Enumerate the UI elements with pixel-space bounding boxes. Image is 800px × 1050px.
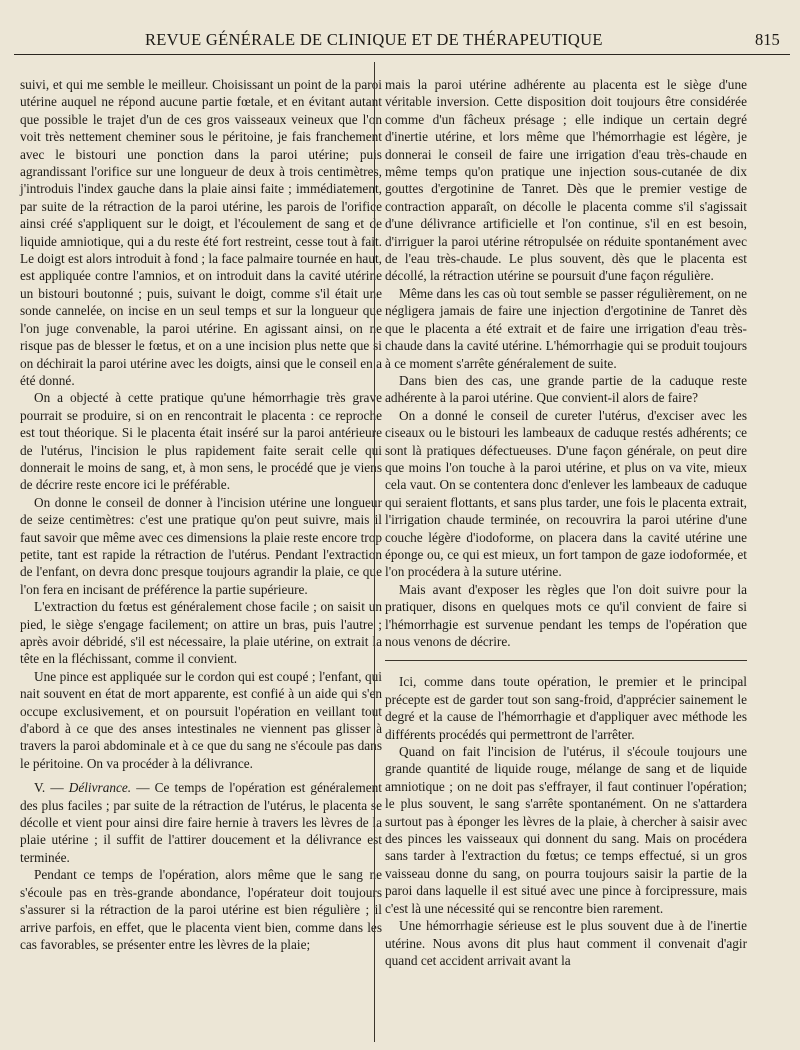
section-text: — Ce temps de l'opération est généralement des plus faciles ; par suite de la rétraction de l'utérus, le placenta se décolle et vient pour ainsi dire faire hernie à travers les lèvres de la plaie utérine ; il suffit de l'attirer doucement et la délivrance est terminée.	[20, 780, 382, 865]
paragraph: On a objecté à cette pratique qu'une hémorrhagie très grave pourrait se produire, si on en rencontrait le placenta : ce reproche est tout théorique. Si le placenta était inséré sur la paroi antérieure de l'utérus, l'incision le plus rapidement faite serait celle qui donnerait le moins de sang, et, à mon sens, le procédé que je viens de décrire reste encore ici le préférable.	[20, 390, 382, 493]
paragraph: Même dans les cas où tout semble se passer régulièrement, on ne négligera jamais de faire une injection d'ergotinine de Tanret dès que le placenta a été extrait et de faire une irrigation d'eau très-chaude dans la cavité utérine. L'hémorrhagie qui se produit toujours à ce moment s'arrête généralement de suite.	[385, 285, 747, 371]
paragraph: mais la paroi utérine adhérente au placenta est le siège d'une véritable inversion. Cette disposition doit toujours être considérée comme d'un fâcheux présage ; elle indique un certain degré d'inertie utérine, et lors même que l'hémorrhagie est légère, je donnerai le conseil de faire une irrigation d'eau très-chaude en même temps qu'on pratique une injection sous-cutanée de dix gouttes d'ergotinine de Tanret. Dès que le premier vestige de contraction apparaît, on décolle le placenta comme s'il s'agissait d'une délivrance artificielle et l'on continue, s'il en est besoin, d'irriguer la paroi utérine rétropulsée on réduite spontanément avec de l'eau très-chaude. Le plus souvent, dès que le placenta est décollé, la rétraction utérine se poursuit d'une façon régulière.	[385, 77, 747, 284]
paragraph: suivi, et qui me semble le meilleur. Choisissant un point de la paroi utérine auquel ne répond aucune partie fœtale, et en évitant autant que possible le trajet d'un de ces gros vaisseaux veineux que l'on voit très nettement cheminer sous le péritoine, je fais franchement avec le bistouri une ponction dans la paroi utérine; puis agrandissant l'orifice sur une longueur de deux à trois centimètres, j'introduis l'index gauche dans la plaie ainsi faite ; immédiatement, par suite de la rétraction de la paroi utérine, les parois de l'orifice ainsi créé s'appliquent sur le doigt, et l'écoulement de sang et de liquide amniotique, qui a du reste été fort restreint, cesse tout à fait. Le doigt est alors introduit à fond ; la face palmaire tournée en haut, est appliquée contre l'amnios, et on introduit dans la cavité utérine un bistouri boutonné ; puis, suivant le doigt, comme s'il était une sonde cannelée, on incise en un seul temps et sur la longueur que l'on juge convenable, la paroi utérine. En agissant ainsi, on ne risque pas de blesser le fœtus, et on a une incision plus nette que si on déchirait la paroi utérine avec les doigts, ainsi que le conseil en a été donné.	[20, 77, 382, 388]
right-column	[385, 76, 747, 969]
section-separator	[385, 660, 747, 661]
paragraph: Quand on fait l'incision de l'utérus, il s'écoule toujours une grande quantité de liquide rouge, mélange de sang et de liquide amniotique ; on ne doit pas s'effrayer, il faut continuer l'opération; le plus souvent, le sang s'arrête spontanément. On ne s'attardera surtout pas à éponger les lèvres de la plaie, à chercher à saisir avec des pinces les vaisseaux qui donnent du sang. Mais on procédera sans tarder à l'extraction du fœtus; ce temps effectué, si un gros vaisseau donne du sang, on pourra toujours saisir la partie de la paroi dans laquelle il est situé avec une pince à forcipressure, mais c'est là une nécessité qui se rencontre bien rarement.	[385, 744, 747, 916]
paragraph: On donne le conseil de donner à l'incision utérine une longueur de seize centimètres: c'est une pratique qu'on peut suivre, mais il faut savoir que même avec ces dimensions la plaie reste encore trop petite, tant est rapide la rétraction de l'utérus. Pendant l'extraction de l'enfant, on devra donc presque toujours agrandir la plaie, ce que l'on fera en incisant de préférence la partie supérieure.	[20, 494, 382, 597]
section-paragraph	[20, 779, 382, 866]
paragraph: On a donné le conseil de cureter l'utérus, d'exciser avec les ciseaux ou le bistouri les lambeaux de caduque restés adhérents; ce sont là pratiques défectueuses. D'une façon générale, on peut dire que moins l'on touche à la paroi utérine, et plus on va vite, mieux cela vaut. On se contentera donc d'enlever les lambeaux de caduque qui seraient flottants, et sans plus tarder, une fois le placenta extrait, l'irrigation chaude terminée, on recouvrira la paroi utérine d'une couche légère d'iodoforme, on placera dans la cavité utérine une éponge ou, ce qui est mieux, un fort tampon de gaze iodoformée, et l'on procédera à la suture utérine.	[385, 407, 747, 580]
paragraph: Pendant ce temps de l'opération, alors même que le sang ne s'écoule pas en très-grande abondance, l'opérateur doit toujours s'assurer si la rétraction de la paroi utérine est bien régulière ; il arrive parfois, en effet, que le placenta vient bien, comme dans les cas favorables, se présenter entre les lèvres de la plaie;	[20, 867, 382, 952]
paragraph: Une hémorrhagie sérieuse est le plus souvent due à de l'inertie utérine. Nous avons dit plus haut comment il convenait d'agir quand cet accident arrivait avant la	[385, 918, 747, 968]
section-title: Délivrance.	[68, 780, 132, 796]
header-rule	[14, 54, 790, 55]
paragraph: Une pince est appliquée sur le cordon qui est coupé ; l'enfant, qui nait souvent en état de mort apparente, est confié à un aide qui s'en occupe exclusivement, et on poursuit l'opération en veillant tout d'abord à ce que des anses intestinales ne viennent pas glisser à travers la paroi abdominale et à ce que du sang ne s'écoule pas dans le péritoine. On va procéder à la délivrance.	[20, 668, 382, 771]
left-column	[20, 76, 382, 953]
paragraph: Ici, comme dans toute opération, le premier et le principal précepte est de garder tout son sang-froid, d'apprécier sainement le degré et la cause de l'hémorrhagie et d'appliquer avec méthode les différents procédés qui permettront de l'arrêter.	[385, 674, 747, 742]
section-number: V. —	[34, 780, 69, 796]
page-number: 815	[755, 30, 780, 49]
column-divider	[374, 62, 375, 1042]
paragraph: Mais avant d'exposer les règles que l'on doit suivre pour la pratiquer, disons en quelques mots ce qu'il convient de faire si l'hémorrhagie est survenue pendant les temps de l'opération que nous venons de décrire.	[385, 581, 747, 649]
paragraph: Dans bien des cas, une grande partie de la caduque reste adhérente à la paroi utérine. Que convient-il alors de faire?	[385, 372, 747, 406]
running-title: REVUE GÉNÉRALE DE CLINIQUE ET DE THÉRAPEUTIQUE	[145, 30, 603, 49]
page-header	[0, 22, 800, 50]
paragraph: L'extraction du fœtus est généralement chose facile ; on saisit un pied, le siège s'engage facilement; on attire un bras, puis l'autre ; après avoir débridé, s'il est nécessaire, la plaie utérine, on extrait la tête en la fléchissant, comme il convient.	[20, 599, 382, 667]
